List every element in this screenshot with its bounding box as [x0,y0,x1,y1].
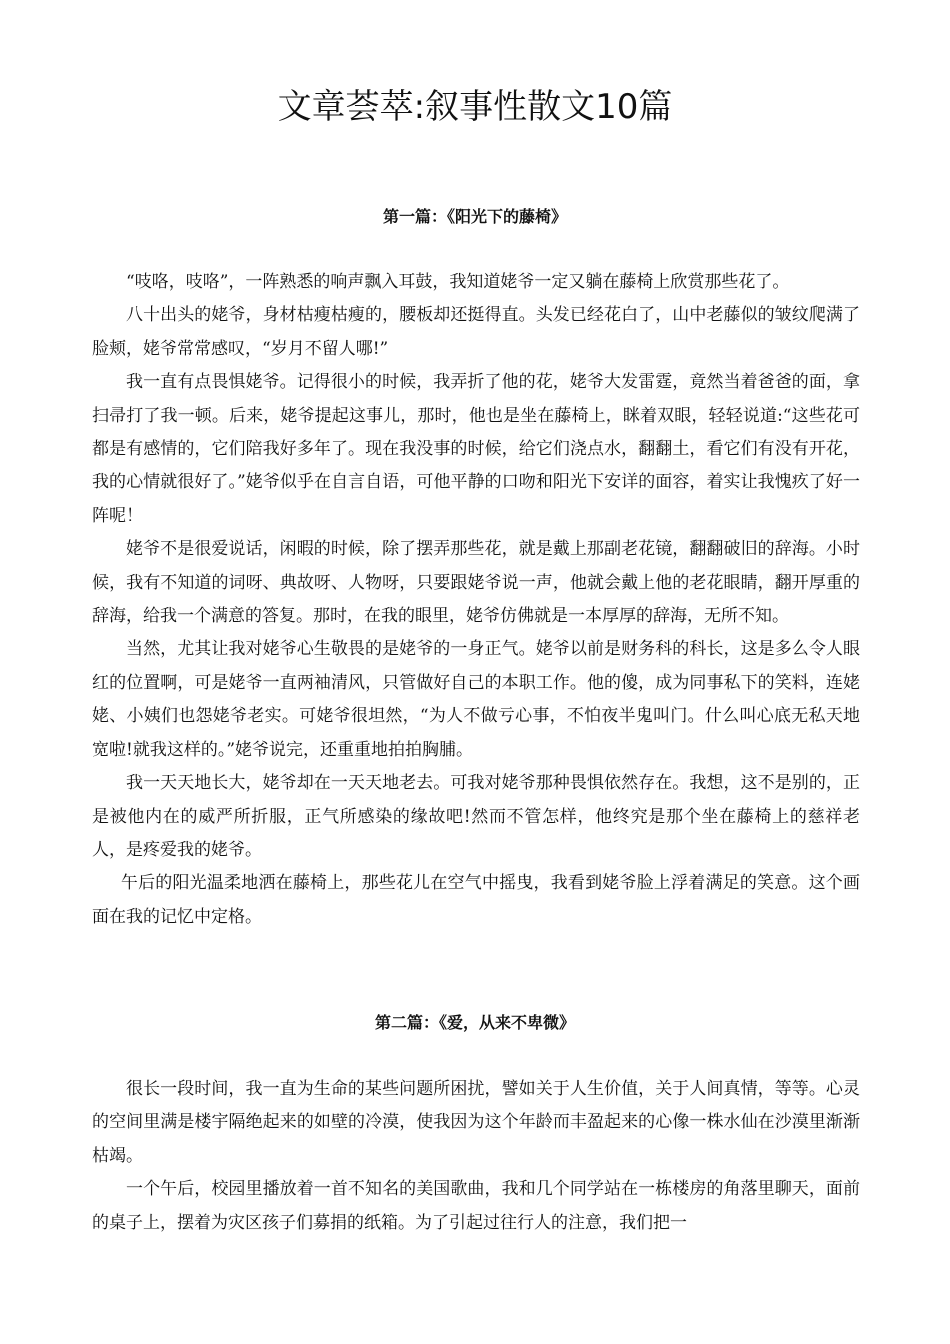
paragraph: 很长一段时间，我一直为生命的某些问题所困扰，譬如关于人生价值，关于人间真情，等等。心灵的空间里满是楼宇隔绝起来的如壁的冷漠，使我因为这个年龄而丰盈起来的心像一株水仙在沙漠里渐渐枯竭。 [92,1079,860,1166]
section-2-body [92,1073,860,1240]
paragraph: 一个午后，校园里播放着一首不知名的美国歌曲，我和几个同学站在一栋楼房的角落里聊天，面前的桌子上，摆着为灾区孩子们募捐的纸箱。为了引起过往行人的注意，我们把一 [92,1179,860,1233]
document-title: 文章荟萃:叙事性散文10篇 [277,87,673,127]
paragraph: 我一天天地长大，姥爷却在一天天地老去。可我对姥爷那种畏惧依然存在。我想，这不是别的，正是被他内在的威严所折服，正气所感染的缘故吧!然而不管怎样，他终究是那个坐在藤椅上的慈祥老人，是疼爱我的姥爷。 [92,773,860,860]
paragraph: 午后的阳光温柔地洒在藤椅上，那些花儿在空气中摇曳，我看到姥爷脸上浮着满足的笑意。这个画面在我的记忆中定格。 [92,873,860,927]
section-heading-1: 第一篇：《阳光下的藤椅》 [382,207,567,226]
section-1-body [92,266,860,934]
paragraph: 姥爷不是很爱说话，闲暇的时候，除了摆弄那些花，就是戴上那副老花镜，翻翻破旧的辞海。小时候，我有不知道的词呀、典故呀、人物呀，只要跟姥爷说一声，他就会戴上他的老花眼睛，翻开厚重的辞海，给我一个满意的答复。那时，在我的眼里，姥爷仿佛就是一本厚厚的辞海，无所不知。 [92,539,860,627]
paragraph: “吱咯，吱咯”，一阵熟悉的响声飘入耳鼓，我知道姥爷一定又躺在藤椅上欣赏那些花了。 [126,272,790,292]
paragraph: 当然，尤其让我对姥爷心生敬畏的是姥爷的一身正气。姥爷以前是财务科的科长，这是多么令人眼红的位置啊，可是姥爷一直两袖清风，只管做好自己的本职工作。他的傻，成为同事私下的笑料，连姥姥、小姨们也怨姥爷老实。可姥爷很坦然，“为人不做亏心事，不怕夜半鬼叫门。什么叫心底无私天地宽啦!就我这样的。”姥爷说完，还重重地拍拍胸脯。 [92,639,860,760]
section-heading-2: 第二篇：《爱，从来不卑微》 [374,1013,575,1032]
paragraph: 八十出头的姥爷，身材枯瘦枯瘦的，腰板却还挺得直。头发已经花白了，山中老藤似的皱纹爬满了脸颊，姥爷常常感叹，“岁月不留人哪!” [92,305,860,359]
paragraph: 我一直有点畏惧姥爷。记得很小的时候，我弄折了他的花，姥爷大发雷霆，竟然当着爸爸的面，拿扫帚打了我一顿。后来，姥爷提起这事儿，那时，他也是坐在藤椅上，眯着双眼，轻轻说道:“这些花可都是有感情的，它们陪我好多年了。现在我没事的时候，给它们浇点水，翻翻土，看它们有没有开花，我的心情就很好了。”姥爷似乎在自言自语，可他平静的口吻和阳光下安详的面容，着实让我愧疚了好一阵呢！ [92,372,860,526]
